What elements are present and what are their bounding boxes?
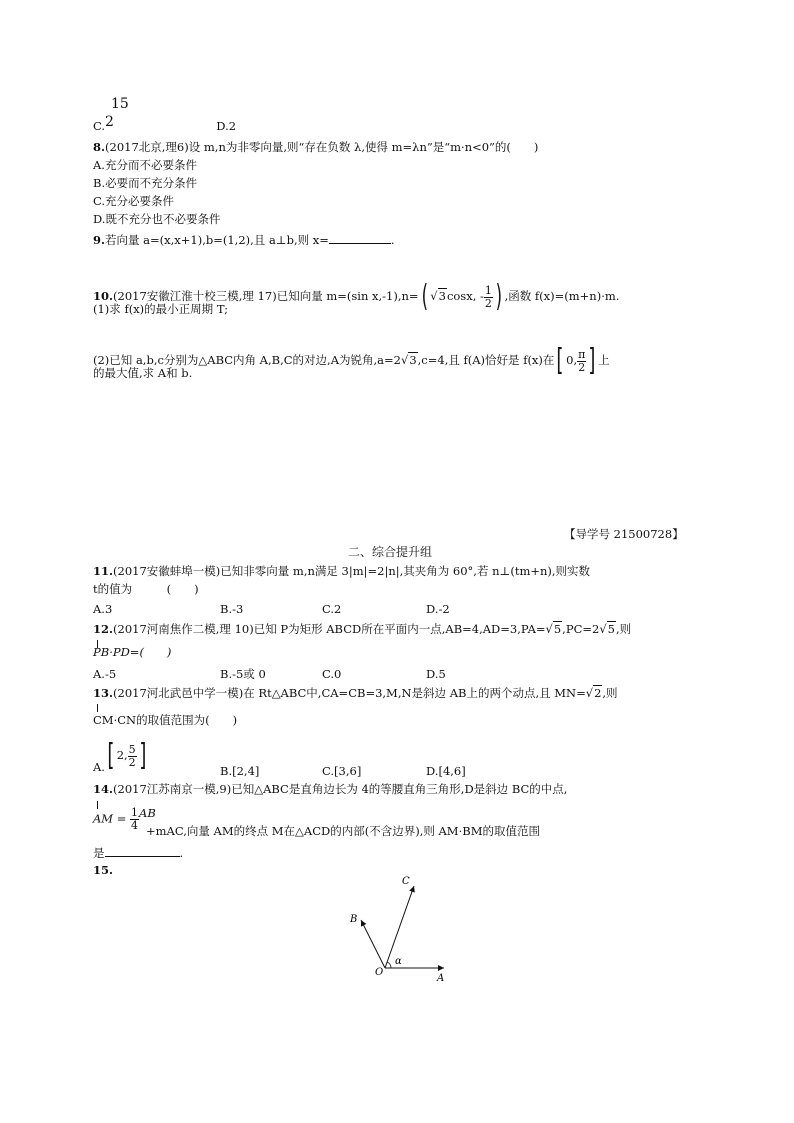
guide-number: 【导学号 21500728】 bbox=[564, 527, 684, 541]
q14-frac-den: 4 bbox=[131, 819, 139, 832]
q13-option-c: C.[3,6] bbox=[322, 764, 362, 778]
q10-part2-text-b: ,c=4,且 f(A)恰好是 f(x)在 bbox=[417, 353, 555, 367]
q10-interval-left: 0, bbox=[566, 353, 578, 367]
q9-stem bbox=[93, 232, 395, 248]
q10-half-num: 1 bbox=[484, 283, 492, 297]
q14-number: 14. bbox=[93, 782, 114, 796]
q11-stem bbox=[93, 564, 590, 579]
q10-part2-text-c: 上 bbox=[598, 353, 610, 367]
q8-option-d: D.既不充分也不必要条件 bbox=[93, 212, 221, 226]
q10-interval-pi: π bbox=[578, 347, 586, 361]
q11-number: 11. bbox=[93, 564, 114, 578]
q12-text-c: ,则 bbox=[615, 622, 632, 636]
q14-answer-blank bbox=[105, 845, 180, 857]
q10-text-a: (2017安徽江淮十校三模,理 17)已知向量 m=(sin x,-1),n= bbox=[113, 289, 419, 303]
q7-option-c-label: C. bbox=[93, 119, 106, 133]
q14-text2: +mAC,向量 AM的终点 M在△ACD的内部(不含边界),则 AM·BM的取值范围 bbox=[146, 824, 540, 838]
q15-label-b: B bbox=[350, 914, 358, 925]
q14-line3-b: . bbox=[179, 846, 184, 860]
q10-interval-left-bracket: [ bbox=[556, 343, 564, 378]
q8-option-b: B.必要而不充分条件 bbox=[93, 176, 198, 190]
q15-number: 15. bbox=[93, 863, 114, 877]
q10-interval-pi-den: 2 bbox=[578, 360, 586, 374]
q11-option-b: B.-3 bbox=[220, 602, 244, 616]
q15-label-c: C bbox=[402, 876, 410, 887]
q13-text-b: ,则 bbox=[602, 686, 618, 700]
q8-text: (2017北京,理6)设 m,n为非零向量,则“存在负数 λ,使得 m=λn”是“m·n<0”的( ) bbox=[105, 140, 539, 154]
q10-sqrt-value: 3 bbox=[438, 289, 446, 303]
q12-number: 12. bbox=[93, 622, 114, 636]
q12-stem bbox=[93, 622, 631, 637]
q10-part2-sqrt-symbol: √ bbox=[400, 353, 409, 367]
q14-line3 bbox=[93, 845, 183, 861]
q11-text2: t的值为 ( ) bbox=[93, 582, 199, 596]
q13-option-a-left: 2, bbox=[116, 748, 128, 762]
q13-option-a-den: 2 bbox=[128, 755, 136, 769]
q14-ab: AB bbox=[139, 805, 156, 820]
q11-option-d: D.-2 bbox=[426, 602, 450, 616]
q15-label-a: A bbox=[437, 973, 445, 984]
q13-line2: CM·CN的取值范围为( ) bbox=[93, 713, 238, 727]
q13-stem bbox=[93, 686, 618, 701]
q13-number: 13. bbox=[93, 686, 114, 700]
q8-option-c: C.充分必要条件 bbox=[93, 194, 175, 208]
q13-options bbox=[93, 738, 220, 774]
q13-sqrt: 2 bbox=[594, 686, 602, 700]
q12-sqrt2-symbol: √ bbox=[599, 622, 607, 636]
q13-options-bcd bbox=[220, 764, 466, 779]
q12-option-b: B.-5或 0 bbox=[220, 667, 266, 681]
q7-fraction-numerator: 15 bbox=[111, 96, 129, 112]
q10-paren-left: ( bbox=[421, 279, 428, 314]
q11-options bbox=[93, 602, 450, 617]
q10-text-b: ,函数 f(x)=(m+n)·m. bbox=[504, 289, 620, 303]
q7-option-d: D.2 bbox=[216, 119, 237, 133]
section-title: 二、综合提升组 bbox=[348, 545, 433, 559]
q15-stem bbox=[93, 863, 113, 878]
q10-part2-sqrt-value: 3 bbox=[409, 353, 417, 367]
q9-answer-blank bbox=[329, 232, 391, 244]
q12-text-b: ,PC=2 bbox=[562, 622, 600, 636]
q9-text: 若向量 a=(x,x+1),b=(1,2),且 a⊥b,则 x= bbox=[105, 233, 329, 247]
q10-half-den: 2 bbox=[484, 296, 492, 310]
q13-option-a-left-bracket: [ bbox=[107, 738, 115, 773]
q13-option-a-num: 5 bbox=[128, 742, 136, 756]
q10-number: 10. bbox=[93, 289, 114, 303]
q10-sqrt-symbol: √ bbox=[430, 289, 438, 303]
q15-vector-ob bbox=[361, 920, 385, 968]
q10-vector-tail: cosx, - bbox=[446, 289, 484, 303]
q9-number: 9. bbox=[93, 233, 106, 247]
q9-period: . bbox=[390, 233, 395, 247]
q15-label-o: O bbox=[375, 967, 384, 978]
q13-option-a-label: A. bbox=[93, 760, 105, 774]
q10-paren-right: ) bbox=[495, 279, 502, 314]
q13-option-d: D.[4,6] bbox=[426, 764, 466, 778]
q12-options bbox=[93, 667, 446, 682]
q10-part2-line2: 的最大值,求 A和 b. bbox=[93, 366, 193, 380]
q12-option-d: D.5 bbox=[426, 667, 446, 681]
q7-option-c-value: 2 bbox=[105, 114, 114, 130]
q13-text-a: (2017河北武邑中学一模)在 Rt△ABC中,CA=CB=3,M,N是斜边 AB上的两个动点,且 MN= bbox=[113, 686, 586, 700]
q11-option-c: C.2 bbox=[322, 602, 342, 616]
q14-am-lhs: AM = bbox=[93, 811, 127, 826]
q12-text-a: (2017河南焦作二模,理 10)已知 P为矩形 ABCD所在平面内一点,AB=4,AD=3,PA= bbox=[113, 622, 546, 636]
q10-interval-right-bracket: ] bbox=[588, 343, 596, 378]
q15-angle-arc bbox=[387, 962, 391, 968]
q15-vector-diagram bbox=[340, 872, 460, 984]
q13-option-a-right-bracket: ] bbox=[139, 738, 147, 773]
q14-line3-a: 是 bbox=[93, 846, 105, 860]
q8-option-a: A.充分而不必要条件 bbox=[93, 158, 197, 172]
q12-line2: PB·PD=( ) bbox=[93, 645, 172, 659]
q8-stem bbox=[93, 140, 538, 155]
q13-sqrt-symbol: √ bbox=[585, 686, 594, 700]
q12-sqrt2: 5 bbox=[607, 622, 615, 636]
q12-sqrt1-symbol: √ bbox=[545, 622, 553, 636]
q10-part1: (1)求 f(x)的最小正周期 T; bbox=[93, 302, 228, 316]
q10-part2-text-a: (2)已知 a,b,c分别为△ABC内角 A,B,C的对边,A为锐角,a=2 bbox=[93, 353, 401, 367]
q13-vector-tick bbox=[97, 704, 98, 712]
q8-number: 8. bbox=[93, 140, 106, 154]
q14-frac-num: 1 bbox=[131, 806, 139, 819]
q11-text1: (2017安徽蚌埠一模)已知非零向量 m,n满足 3|m|=2|n|,其夹角为 60°,若 n⊥(tm+n),则实数 bbox=[113, 564, 591, 578]
q12-option-a: A.-5 bbox=[93, 667, 117, 681]
q14-stem bbox=[93, 782, 567, 797]
q7-options bbox=[93, 114, 237, 134]
q12-sqrt1: 5 bbox=[553, 622, 562, 636]
q15-label-alpha: α bbox=[395, 956, 402, 967]
q11-option-a: A.3 bbox=[93, 602, 113, 616]
q14-text1: (2017江苏南京一模,9)已知△ABC是直角边长为 4的等腰直角三角形,D是斜边 BC的中点, bbox=[113, 782, 568, 796]
q13-option-b: B.[2,4] bbox=[220, 764, 260, 778]
q12-option-c: C.0 bbox=[322, 667, 342, 681]
